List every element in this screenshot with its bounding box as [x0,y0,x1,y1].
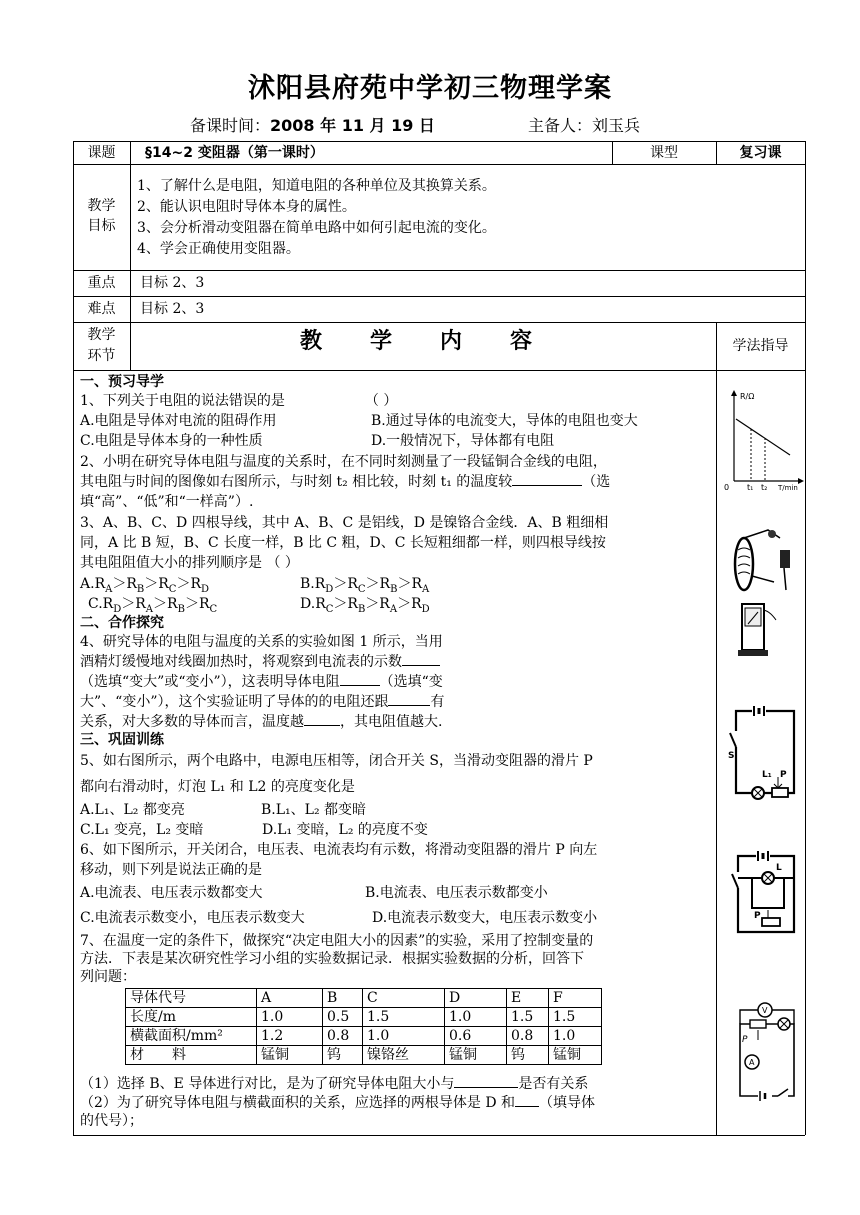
meter-base-icon [738,650,768,656]
table-cell: A [257,989,323,1008]
rheostat-icon [750,1020,766,1028]
question-2-line [80,473,610,491]
question-5: 5、如右图所示，两个电路中，电源电压相等，闭合开关 S，当滑动变阻器的滑片 P [80,753,593,769]
graph-origin: 0 [724,483,730,492]
table-cell: 1.5 [549,1008,602,1027]
answer-blank [512,485,582,486]
battery-icon [780,550,790,568]
voltmeter-label: V [762,1006,768,1015]
question-7-part-2 [80,1094,595,1112]
rheostat-icon [772,788,788,797]
table-cell: D [445,989,507,1008]
question-3: 3、A、B、C、D 四根导线，其中 A、B、C 是铝线，D 是镍铬合金线．A、B 粗细相 [80,515,609,531]
phase-label [73,325,130,367]
q4-text: （选填“变 [379,674,443,690]
table-cell: 导体代号 [126,989,257,1008]
question-7: 7、在温度一定的条件下，做探究“决定电阻大小的因素”的实验，采用了控制变量的 [80,933,594,949]
table-cell: 1.0 [549,1027,602,1046]
switch-label: S [728,751,735,761]
q1-option-a: A.电阻是导体对电流的阻碍作用 [80,413,277,429]
table-cell: B [323,989,363,1008]
table-row [126,1008,602,1027]
meter-dial-icon [745,608,761,626]
resistance-time-graph [720,386,804,492]
question-6: 6、如下图所示，开关闭合，电压表、电流表均有示数，将滑动变阻器的滑片 P 向左 [80,842,598,858]
table-cell: 横截面积/mm² [126,1027,257,1046]
lamp-label: L [776,863,782,873]
circuit-diagram-2 [728,848,802,946]
table-cell: 长度/m [126,1008,257,1027]
table-cell: 0.6 [445,1027,507,1046]
answer-blank [402,665,440,666]
slider-label: P [780,770,787,780]
q2-text: （选 [582,474,611,490]
q3-option-c: $C.R_D>R_A>R_B>R_C$ [88,596,218,615]
q6-option-a: A.电流表、电压表示数都变大 [80,885,263,901]
table-cell: 锰铜 [549,1046,602,1065]
answer-blank [454,1087,518,1088]
heating-experiment-figure [728,520,798,668]
table-cell: 钨 [323,1046,363,1065]
q6-option-d: D.电流表示数变大，电压表示数变小 [372,910,598,926]
q3-option-b: $B.R_D>R_C>R_B>R_A$ [300,576,430,595]
question-5-line: 都向右滑动时，灯泡 L₁ 和 L2 的亮度变化是 [80,779,355,795]
table-cell: 镍铬丝 [363,1046,445,1065]
date-value: 2008 年 11 月 19 日 [270,116,435,135]
phase-label-line: 教学 [87,327,116,343]
q1-option-c: C.电阻是导体本身的一种性质 [80,433,263,449]
terminal-icon [768,530,776,538]
answer-blank [388,705,430,706]
q7-text: 是否有关系 [518,1076,589,1092]
table-cell: 1.0 [363,1027,445,1046]
date-label: 备课时间： [190,116,271,135]
q3-option-a: $A.R_A>R_B>R_C>R_D$ [80,576,210,595]
graph-y-label: R/Ω [740,392,755,401]
table-rule [73,164,805,165]
q1-text: 1、下列关于电阻的说法错误的是 [80,393,285,409]
table-cell: 1.0 [445,1008,507,1027]
table-border-bottom [73,1135,805,1136]
q5-option-c: C.L₁ 变亮，L₂ 变暗 [80,822,204,838]
circuit-diagram-3 [728,996,802,1106]
section-heading: 二、合作探究 [80,615,164,631]
type-label: 课型 [650,145,678,161]
q1-option-b: B.通过导体的电流变大，导体的电阻也变大 [371,413,638,429]
question-3-line: 同，A 比 B 短，B、C 长度一样，B 比 C 粗，D、C 长短粗细都一样，则四根导线按 [80,535,606,551]
goals-label-line: 教学 [87,198,116,214]
goal-item: 4、学会正确使用变阻器。 [137,241,300,257]
question-4: 4、研究导体的电阻与温度的关系的实验如图 1 所示，当用 [80,634,443,650]
content-heading: 教学内容 [300,329,581,354]
table-border-top [73,141,805,142]
q4-text: 关系，对大多数的导体而言，温度越 [80,714,304,730]
table-cell: 1.0 [257,1008,323,1027]
section-heading: 一、预习导学 [80,374,164,390]
arrow-right-icon [798,478,804,484]
table-cell: 0.8 [507,1027,549,1046]
table-cell: 1.5 [363,1008,445,1027]
table-cell: 材 料 [126,1046,257,1065]
table-row [126,1027,602,1046]
q7-text: （1）选择 B、E 导体进行对比，是为了研究导体电阻大小与 [80,1076,455,1092]
section-heading: 三、巩固训练 [80,732,164,748]
q5-option-b: B.L₁、L₂ 都变暗 [261,802,367,818]
hard-label: 难点 [87,301,116,317]
graph-t2: t₂ [761,483,768,492]
question-6-line: 移动，则下列是说法正确的是 [80,862,262,878]
table-rule [73,296,805,297]
q2-text: 其电阻与时间的图像如右图所示，与时刻 t₂ 相比较，时刻 t₁ 的温度较 [80,474,513,490]
topic-value: §14~2 变阻器（第一课时） [145,145,324,161]
table-cell: E [507,989,549,1008]
goal-item: 1、了解什么是电阻，知道电阻的各种单位及其换算关系。 [137,178,496,194]
graph-t1: t₁ [747,483,754,492]
ammeter-label: A [749,1058,755,1067]
goal-item: 3、会分析滑动变阻器在简单电路中如何引起电流的变化。 [137,220,496,236]
table-col-rule [716,322,717,1135]
question-3-line: 其电阻阻值大小的排列顺序是 （ ） [80,555,299,571]
table-row [126,1046,602,1065]
table-cell: 锰铜 [445,1046,507,1065]
goals-label [73,196,130,236]
table-header-row [126,989,602,1008]
table-cell: 0.5 [323,1008,363,1027]
question-7-part-2-line: 的代号）； [80,1113,143,1129]
answer-blank [340,685,380,686]
key-value: 目标 2、3 [140,275,205,291]
rheostat-icon [762,918,780,926]
hard-value: 目标 2、3 [140,301,205,317]
question-1 [80,392,397,410]
q4-text: （选填“变大”或“变小”），这表明导体电阻 [80,674,340,690]
question-7-line: 方法．下表是某次研究性学习小组的实验数据记录．根据实验数据的分析，回答下 [80,951,584,967]
q4-text: 酒精灯缓慢地对线圈加热时，将观察到电流表的示数 [80,654,402,670]
q4-text: 大”、“变小”），这个实验证明了导体的的电阻还跟 [80,694,389,710]
q7-text: （2）为了研究导体电阻与横截面积的关系，应选择的两根导体是 D 和 [80,1095,516,1111]
q4-text: 有 [430,694,445,710]
question-4-line [80,713,442,731]
q4-text: ，其电阻值越大. [340,714,443,730]
q5-option-d: D.L₁ 变暗，L₂ 的亮度不变 [262,822,428,838]
question-7-line: 列问题： [80,969,136,985]
table-cell: 0.8 [323,1027,363,1046]
prep-date [190,113,435,136]
question-2: 2、小明在研究导体电阻与温度的关系时，在不同时刻测量了一段锰铜合金线的电阻， [80,454,607,470]
q6-option-c: C.电流表示数变小，电压表示数变大 [80,910,305,926]
table-col-rule [130,141,131,370]
table-cell: 锰铜 [257,1046,323,1065]
question-7-part-1 [80,1075,588,1093]
experiment-data-table [125,988,602,1065]
phase-label-line: 环节 [87,348,116,364]
q5-option-a: A.L₁、L₂ 都变亮 [80,802,185,818]
question-4-line [80,653,440,671]
circuit-diagram-1 [728,705,802,803]
goals-list [137,176,496,260]
goal-item: 2、能认识电阻时导体本身的属性。 [137,199,356,215]
answer-blank [304,725,340,726]
wire-icon [784,568,786,590]
table-border-right [805,141,806,1135]
author: 主备人：刘玉兵 [528,116,641,135]
answer-paren: （ ） [364,393,398,409]
table-cell: C [363,989,445,1008]
lamp-label: L₁ [762,770,772,780]
circuit-wire-icon [736,711,794,793]
table-rule [73,322,805,323]
table-cell: 钨 [507,1046,549,1065]
q3-option-d: $D.R_C>R_B>R_A>R_D$ [300,596,430,615]
graph-line [736,419,790,455]
q7-text: （填导体 [539,1095,596,1111]
guide-label: 学法指导 [732,338,789,354]
table-cell: 1.5 [507,1008,549,1027]
goals-label-line: 目标 [87,218,116,234]
topic-label: 课题 [87,145,116,161]
page-title: 沭阳县府苑中学初三物理学案 [248,73,612,104]
table-cell: F [549,989,602,1008]
question-2-line: 填“高”、“低”和“一样高”）. [80,494,254,510]
q1-option-d: D.一般情况下，导体都有电阻 [371,433,555,449]
question-4-line [80,673,443,691]
question-4-line [80,693,444,711]
slider-label: P [742,1035,748,1045]
answer-blank [515,1106,539,1107]
table-cell: 1.2 [257,1027,323,1046]
arrow-up-icon [731,390,737,396]
graph-x-label: T/min [778,484,798,492]
slider-label: P [754,911,761,921]
key-label: 重点 [87,275,116,291]
q6-option-b: B.电流表、电压表示数都变小 [365,885,548,901]
table-rule [73,370,805,371]
table-rule [73,270,805,271]
type-value: 复习课 [739,145,782,161]
